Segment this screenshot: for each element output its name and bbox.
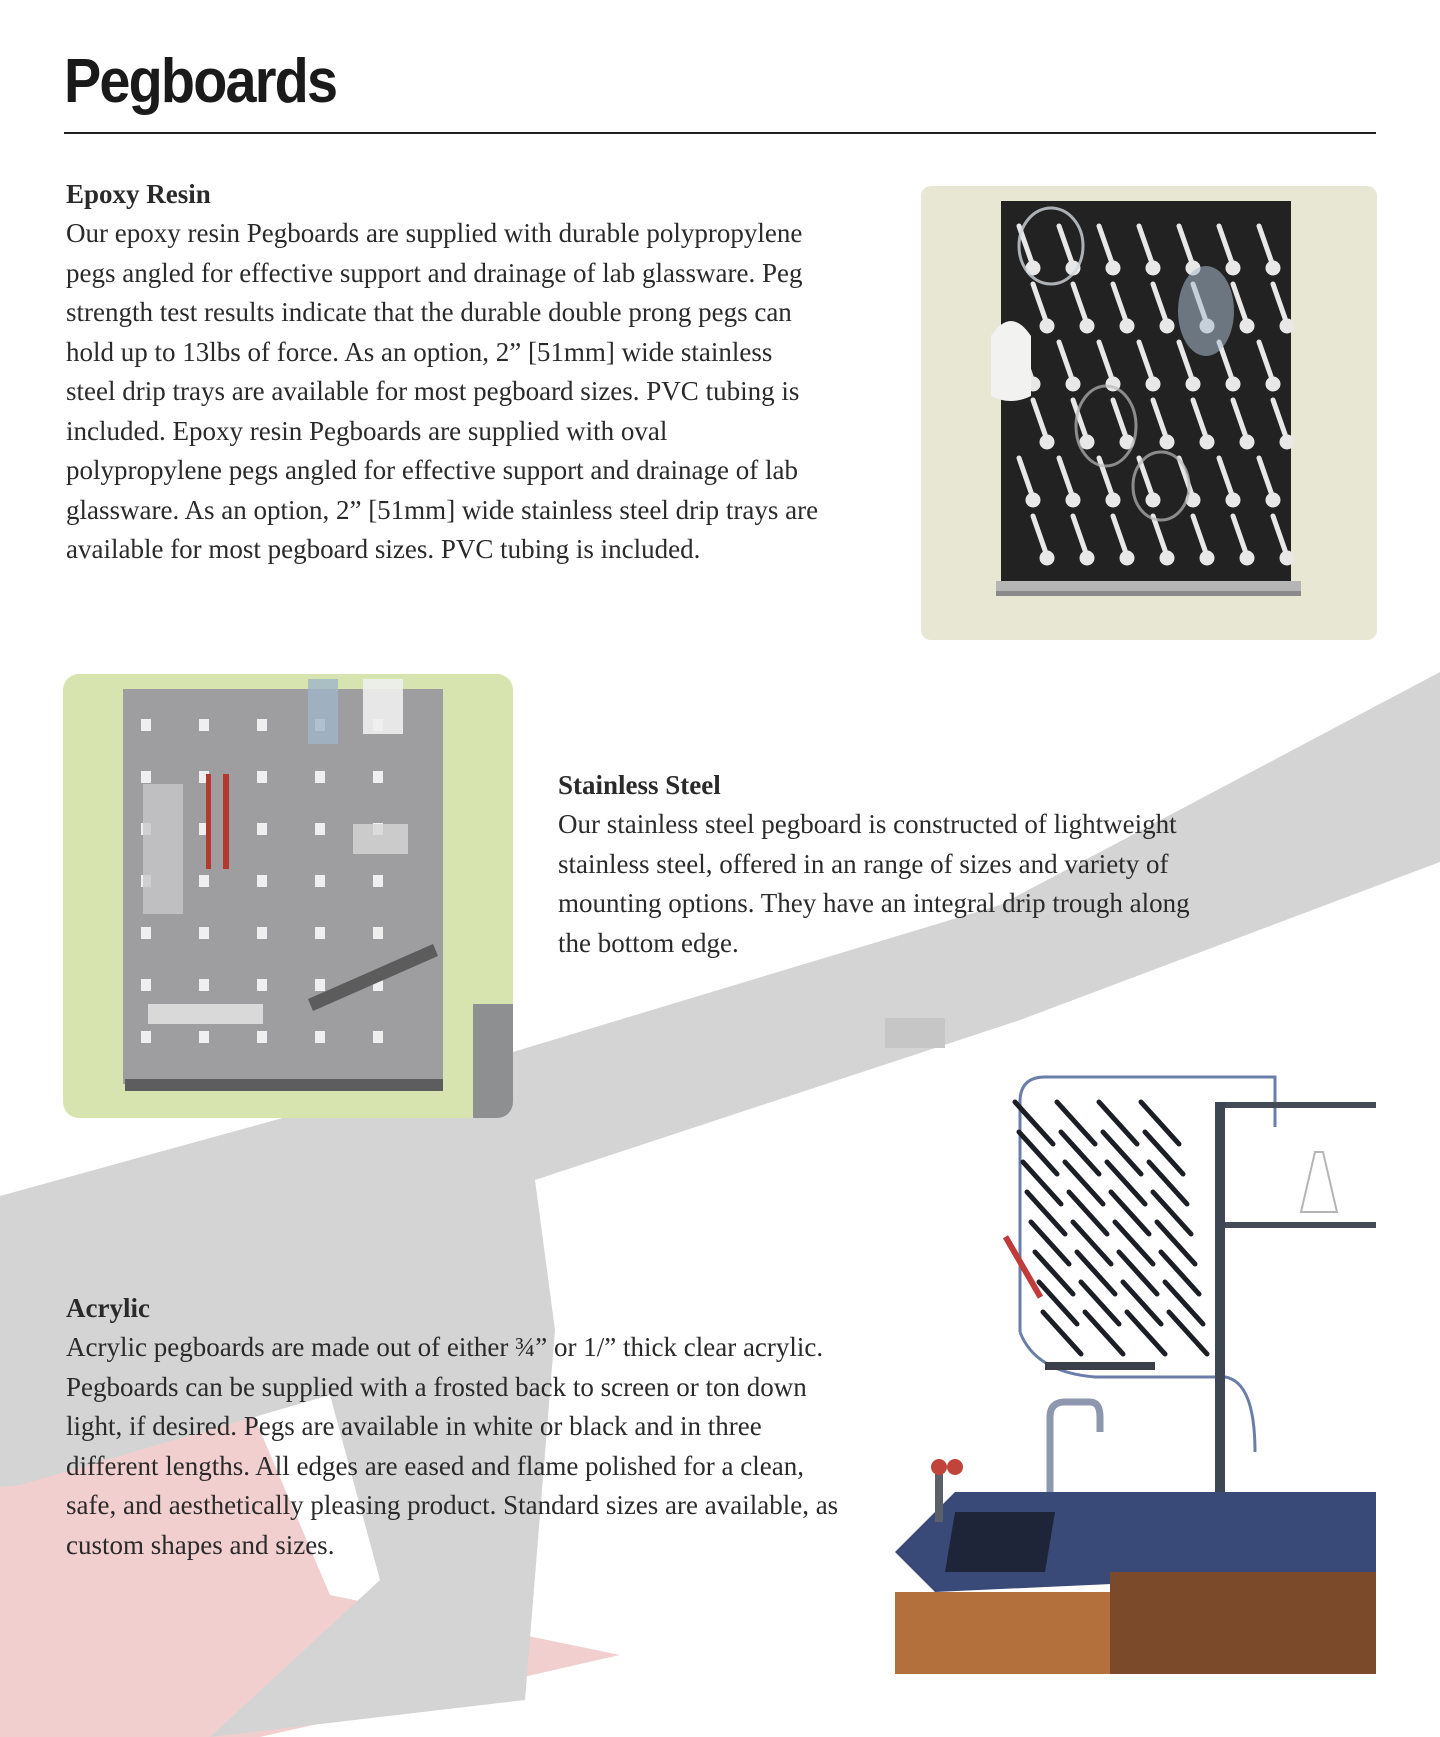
peg-hole [257, 1031, 267, 1043]
peg-tip [1042, 321, 1052, 331]
epoxy-resin-section [66, 174, 926, 570]
peg-hole [315, 1031, 325, 1043]
steel-line: Our stainless steel pegboard is constructed of lightweight [558, 809, 1177, 839]
epoxy-line: steel drip trays are available for most pegboard sizes. PVC tubing is [66, 376, 800, 406]
peg-tip [1122, 321, 1132, 331]
peg-tip [1162, 437, 1172, 447]
peg-tip [1028, 263, 1038, 273]
peg-tip [1042, 437, 1052, 447]
peg-hole [199, 927, 209, 939]
peg-hole [199, 875, 209, 887]
peg-tip [1282, 553, 1292, 563]
peg-tip [1082, 437, 1092, 447]
epoxy-line: included. Epoxy resin Pegboards are supplied with oval [66, 415, 668, 446]
peg-tip [1228, 379, 1238, 389]
peg-tip [1282, 321, 1292, 331]
peg-tip [1122, 437, 1132, 447]
epoxy-line: available for most pegboard sizes. PVC tubing is included. [66, 534, 701, 564]
peg-hole [315, 771, 325, 783]
peg-tip [1228, 495, 1238, 505]
peg-tip [1188, 379, 1198, 389]
peg-tip [1082, 321, 1092, 331]
peg-hole [141, 927, 151, 939]
steel-line: the bottom edge. [558, 927, 739, 958]
epoxy-resin-heading: Epoxy Resin [66, 179, 211, 209]
peg-hole [141, 1031, 151, 1043]
stainless-steel-description [558, 805, 1358, 963]
peg-tip [1162, 553, 1172, 563]
epoxy-line: glassware. As an option, 2” [51mm] wide stainless steel drip trays are [66, 494, 819, 525]
peg-hole [315, 823, 325, 835]
peg-hole [141, 771, 151, 783]
peg-tip [1042, 553, 1052, 563]
peg-hole [373, 1031, 383, 1043]
stainless-steel-pegboard-photo [63, 674, 513, 1118]
peg-tip [1148, 495, 1158, 505]
peg-hole [257, 771, 267, 783]
peg-hole [373, 771, 383, 783]
stainless-steel-heading: Stainless Steel [558, 770, 721, 800]
peg-hole [257, 875, 267, 887]
peg-hole [199, 719, 209, 731]
peg-tip [1108, 263, 1118, 273]
peg-hole [199, 1031, 209, 1043]
peg-tip [1068, 379, 1078, 389]
peg-tip [1188, 495, 1198, 505]
peg-tip [1202, 553, 1212, 563]
acrylic-line: custom shapes and sizes. [66, 1529, 335, 1560]
peg-tip [1148, 379, 1158, 389]
peg-hole [257, 823, 267, 835]
peg-hole [141, 719, 151, 731]
stainless-steel-section [558, 765, 1358, 963]
acrylic-line: Pegboards can be supplied with a frosted back to screen or ton down [66, 1371, 807, 1402]
peg-tip [1268, 495, 1278, 505]
acrylic-line: different lengths. All edges are eased and flame polished for a clean, [66, 1450, 804, 1481]
steel-line: mounting options. They have an integral drip trough along [558, 888, 1190, 918]
peg-hole [257, 719, 267, 731]
background-gray-notch [885, 1018, 945, 1048]
peg-hole [315, 979, 325, 991]
acrylic-section [66, 1288, 946, 1565]
peg-hole [257, 927, 267, 939]
peg-tip [1202, 437, 1212, 447]
peg-tip [1242, 553, 1252, 563]
title-rule [64, 132, 1376, 134]
peg-tip [1242, 437, 1252, 447]
peg-tip [1148, 263, 1158, 273]
peg-hole [141, 979, 151, 991]
epoxy-line: polypropylene pegs angled for effective support and drainage of lab [66, 455, 798, 485]
peg-tip [1242, 321, 1252, 331]
peg-hole [373, 875, 383, 887]
peg-tip [1122, 553, 1132, 563]
page-title: Pegboards [64, 47, 337, 116]
epoxy-line: strength test results indicate that the durable double prong pegs can [66, 297, 792, 327]
acrylic-line: light, if desired. Pegs are available in white or black and in three [66, 1411, 762, 1441]
peg-hole [315, 875, 325, 887]
steel-line: stainless steel, offered in an range of sizes and variety of [558, 848, 1169, 879]
acrylic-heading: Acrylic [66, 1293, 150, 1323]
peg-tip [1068, 495, 1078, 505]
acrylic-line: safe, and aesthetically pleasing product. Standard sizes are available, as [66, 1490, 839, 1520]
acrylic-line: Acrylic pegboards are made out of either ¾” or 1/” thick clear acrylic. [66, 1332, 824, 1362]
peg-tip [1108, 495, 1118, 505]
peg-hole [199, 979, 209, 991]
peg-hole [257, 979, 267, 991]
peg-tip [1028, 495, 1038, 505]
acrylic-pegboard-photo [895, 1072, 1376, 1674]
peg-tip [1082, 553, 1092, 563]
peg-tip [1162, 321, 1172, 331]
epoxy-line: hold up to 13lbs of force. As an option, 2” [51mm] wide stainless [66, 336, 773, 367]
peg-hole [315, 927, 325, 939]
peg-tip [1268, 263, 1278, 273]
epoxy-resin-description [66, 214, 926, 570]
epoxy-line: Our epoxy resin Pegboards are supplied with durable polypropylene [66, 218, 803, 248]
peg-tip [1268, 379, 1278, 389]
peg-tip [1282, 437, 1292, 447]
peg-hole [373, 927, 383, 939]
epoxy-line: pegs angled for effective support and drainage of lab glassware. Peg [66, 257, 803, 288]
acrylic-description [66, 1328, 946, 1565]
peg-tip [1228, 263, 1238, 273]
epoxy-pegboard-photo [921, 186, 1377, 640]
